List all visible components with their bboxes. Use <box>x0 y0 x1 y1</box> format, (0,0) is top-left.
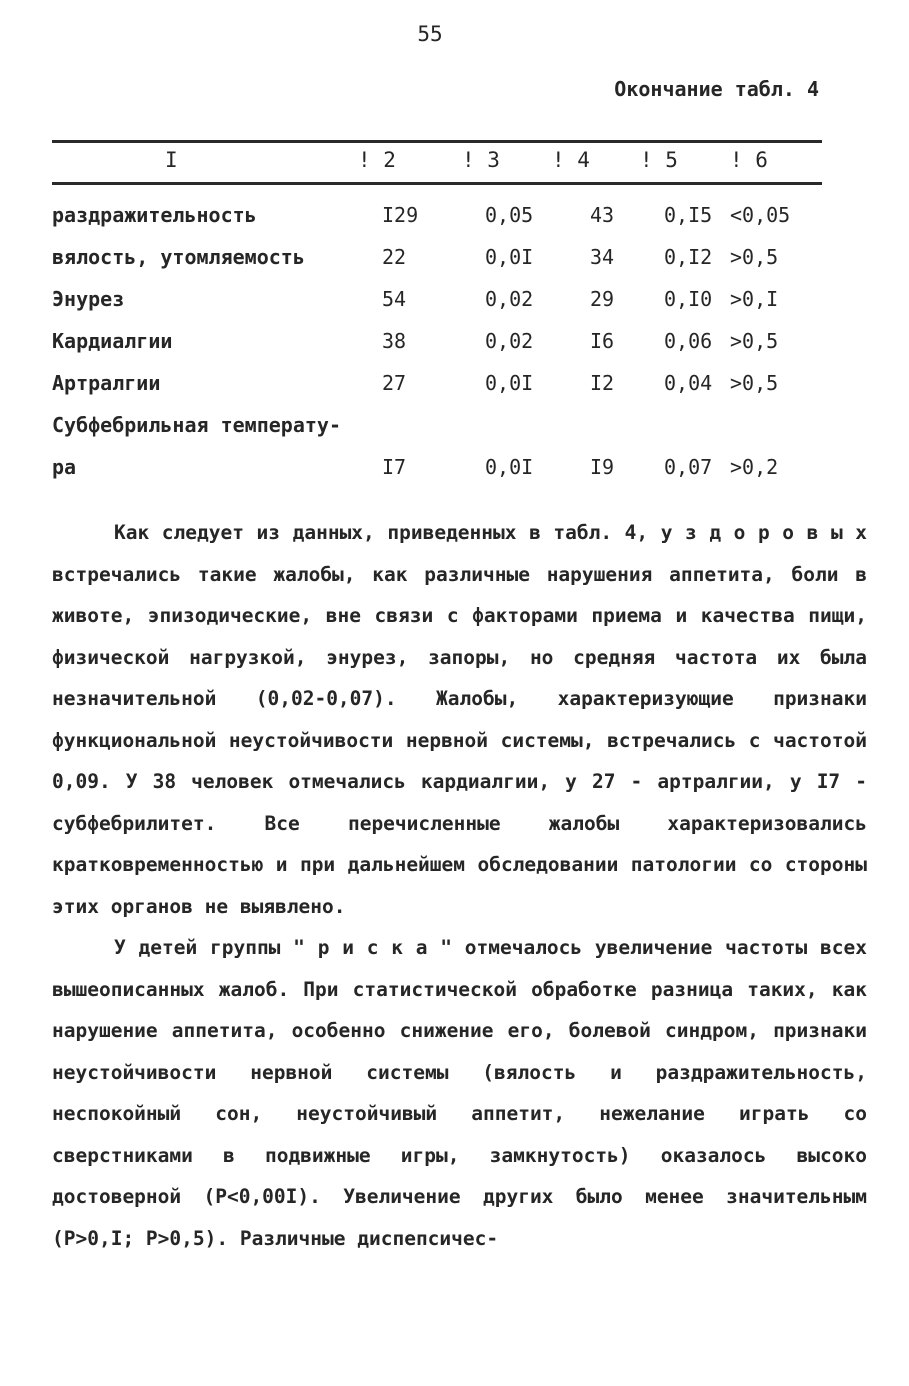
table-header-col-3: ! 3 <box>462 148 500 172</box>
cell-col-5: 0,I5 <box>664 203 713 227</box>
table-caption: Окончание табл. 4 <box>614 77 819 101</box>
cell-col-3: 0,02 <box>485 329 534 353</box>
paragraph: Как следует из данных, приведенных в табл. 4, у з д о р о в ы х встречались такие жалобы, как различные нарушения аппетита, боли в животе, эпизодические, вне связи с факторами приема и качества пищи, физической нагрузкой, энурез, запоры, но средняя частота их была незначительной (0,02-0,07). Жалобы, характеризующие признаки функциональной неустойчивости нервной системы, встречались с частотой 0,09. У 38 человек отмечались кардиалгии, у 27 - артралгии, у I7 - субфебрилитет. Все перечисленные жалобы характеризовались кратковременностью и при дальнейшем обследовании патологии со стороны этих органов не выявлено. <box>52 521 867 918</box>
cell-col-2: 22 <box>382 245 407 269</box>
table-row <box>52 287 832 317</box>
row-label: Артралгии <box>52 371 161 395</box>
cell-col-4: 29 <box>590 287 615 311</box>
cell-col-6: <0,05 <box>730 203 791 227</box>
cell-col-3: 0,05 <box>485 203 534 227</box>
table-row <box>52 371 832 401</box>
table-header-rule <box>52 182 822 185</box>
cell-col-4: 43 <box>590 203 615 227</box>
table-row <box>52 455 832 485</box>
cell-col-2: 27 <box>382 371 407 395</box>
page-number: 55 <box>417 22 443 46</box>
cell-col-3: 0,0I <box>485 245 534 269</box>
row-label: ра <box>52 455 77 479</box>
table-header-col-5: ! 5 <box>640 148 678 172</box>
cell-col-6: >0,I <box>730 287 779 311</box>
cell-col-3: 0,0I <box>485 455 534 479</box>
cell-col-6: >0,5 <box>730 329 779 353</box>
body-text <box>52 512 867 1259</box>
row-label: Субфебрильная температу- <box>52 413 341 437</box>
table-row <box>52 329 832 359</box>
table-header-col-4: ! 4 <box>552 148 590 172</box>
paragraph: У детей группы " р и с к а " отмечалось увеличение частоты всех вышеописанных жалоб. При статистической обработке разница таких, как нарушение аппетита, особенно снижение его, болевой синдром, признаки неустойчивости нервной системы (вялость и раздражительность, неспокойный сон, неустойчивый аппетит, нежелание играть со сверстниками в подвижные игры, замкнутость) оказалось высоко достоверной (P<0,00I). Увеличение других было менее значительным (P>0,I; P>0,5). Различные диспепсичес- <box>52 936 867 1250</box>
cell-col-3: 0,02 <box>485 287 534 311</box>
row-label: раздражительность <box>52 203 257 227</box>
row-label: Энурез <box>52 287 125 311</box>
cell-col-5: 0,I0 <box>664 287 713 311</box>
row-label: вялость, утомляемость <box>52 245 305 269</box>
cell-col-5: 0,06 <box>664 329 713 353</box>
cell-col-6: >0,5 <box>730 371 779 395</box>
table-header-col-1: I <box>165 148 178 172</box>
table-top-rule <box>52 140 822 143</box>
table-row <box>52 203 832 233</box>
cell-col-4: I9 <box>590 455 615 479</box>
table-header-col-2: ! 2 <box>358 148 396 172</box>
cell-col-2: 38 <box>382 329 407 353</box>
row-label: Кардиалгии <box>52 329 173 353</box>
table-row <box>52 245 832 275</box>
cell-col-5: 0,07 <box>664 455 713 479</box>
cell-col-3: 0,0I <box>485 371 534 395</box>
cell-col-2: I29 <box>382 203 419 227</box>
cell-col-5: 0,I2 <box>664 245 713 269</box>
cell-col-2: 54 <box>382 287 407 311</box>
cell-col-6: >0,2 <box>730 455 779 479</box>
cell-col-5: 0,04 <box>664 371 713 395</box>
cell-col-4: I2 <box>590 371 615 395</box>
table-header-col-6: ! 6 <box>730 148 768 172</box>
cell-col-2: I7 <box>382 455 407 479</box>
cell-col-4: 34 <box>590 245 615 269</box>
cell-col-6: >0,5 <box>730 245 779 269</box>
cell-col-4: I6 <box>590 329 615 353</box>
table-row <box>52 413 832 443</box>
